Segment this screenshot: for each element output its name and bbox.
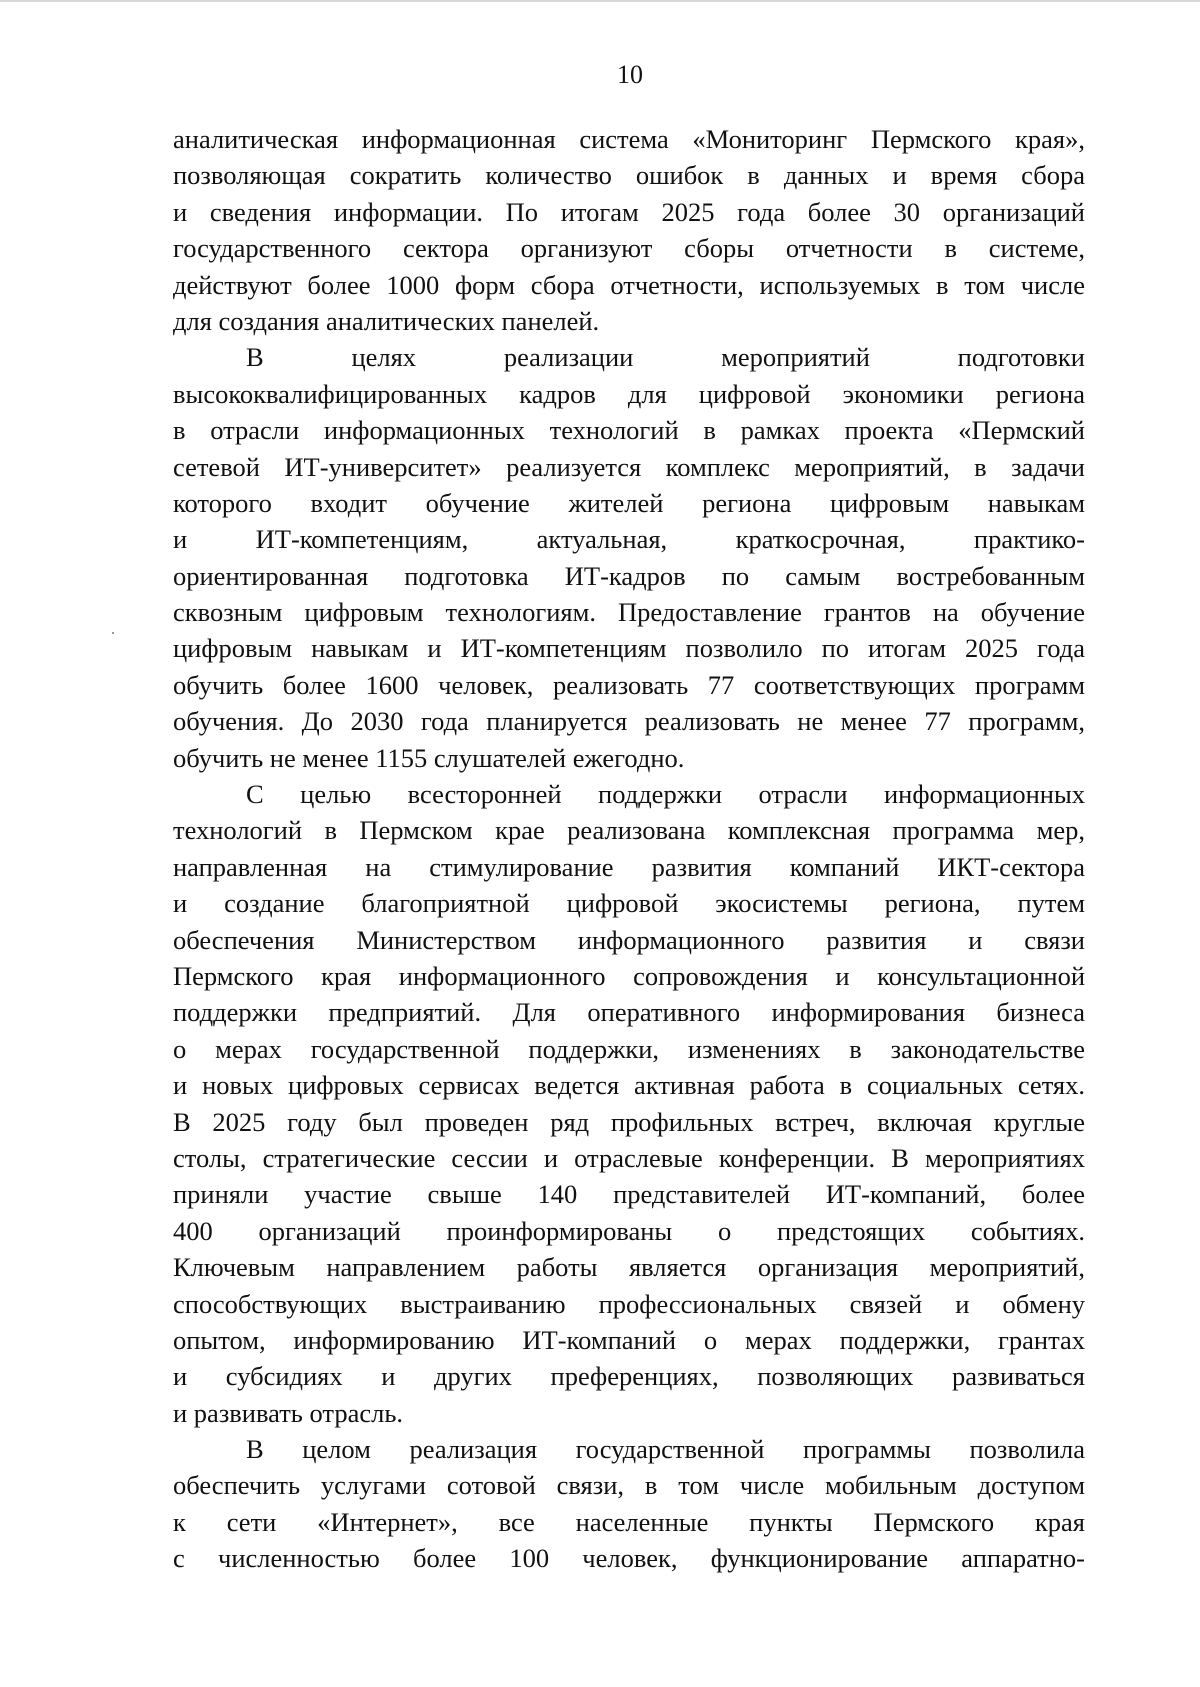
text-line: аналитическая информационная система «Мониторинг Пермского края», xyxy=(173,124,1085,154)
text-line: сквозным цифровым технологиям. Предоставление грантов на обучение xyxy=(173,597,1085,628)
text-line: которого входит обучение жителей региона цифровым навыкам xyxy=(173,487,1085,518)
text-line: 400 организаций проинформированы о предстоящих событиях. xyxy=(173,1215,1085,1246)
text-line: обеспечения Министерством информационного развития и связи xyxy=(173,924,1085,955)
text-line: и сведения информации. По итогам 2025 года более 30 организаций xyxy=(173,196,1085,227)
scan-speck xyxy=(112,632,114,634)
text-line: высококвалифицированных кадров для цифровой экономики региона xyxy=(173,378,1085,409)
text-line: обучения. До 2030 года планируется реализовать не менее 77 программ, xyxy=(173,706,1085,737)
text-line: приняли участие свыше 140 представителей ИТ-компаний, более xyxy=(173,1179,1085,1210)
text-line: в отрасли информационных технологий в рамках проекта «Пермский xyxy=(173,415,1085,446)
text-line: и субсидиях и других преференциях, позволяющих развиваться xyxy=(173,1361,1085,1392)
paragraph xyxy=(173,1431,1085,1577)
text-line: В 2025 году был проведен ряд профильных встреч, включая круглые xyxy=(173,1106,1085,1137)
text-line: В целях реализации мероприятий подготовки xyxy=(246,342,1085,373)
text-line: и развивать отрасль. xyxy=(173,1397,404,1428)
paragraph xyxy=(173,339,1085,776)
text-line: опытом, информированию ИТ-компаний о мерах поддержки, грантах xyxy=(173,1324,1085,1355)
text-line: и создание благоприятной цифровой экосистемы региона, путем xyxy=(173,888,1085,919)
paragraph xyxy=(173,776,1085,1431)
text-line: для создания аналитических панелей. xyxy=(173,305,600,336)
text-line: с численностью более 100 человек, функционирование аппаратно- xyxy=(173,1543,1085,1574)
text-line: к сети «Интернет», все населенные пункты Пермского края xyxy=(173,1506,1085,1537)
text-line: направленная на стимулирование развития компаний ИКТ-сектора xyxy=(173,851,1085,882)
text-line: Пермского края информационного сопровождения и консультационной xyxy=(173,960,1085,991)
text-line: технологий в Пермском крае реализована комплексная программа мер, xyxy=(173,815,1085,846)
text-line: и новых цифровых сервисах ведется активная работа в социальных сетях. xyxy=(173,1070,1085,1101)
text-line: действуют более 1000 форм сбора отчетности, используемых в том числе xyxy=(173,269,1085,300)
text-line: и ИТ-компетенциям, актуальная, краткосрочная, практико- xyxy=(173,524,1085,555)
text-line: способствующих выстраиванию профессиональных связей и обмену xyxy=(173,1288,1085,1319)
page-number: 10 xyxy=(617,60,643,89)
text-line: В целом реализация государственной программы позволила xyxy=(246,1434,1085,1465)
text-line: государственного сектора организуют сборы отчетности в системе, xyxy=(173,233,1085,264)
text-line: столы, стратегические сессии и отраслевые конференции. В мероприятиях xyxy=(173,1142,1085,1173)
text-line: С целью всесторонней поддержки отрасли информационных xyxy=(246,779,1085,810)
text-line: цифровым навыкам и ИТ-компетенциям позволило по итогам 2025 года xyxy=(173,633,1085,664)
text-line: позволяющая сократить количество ошибок в данных и время сбора xyxy=(173,160,1085,191)
scan-edge xyxy=(0,0,1200,2)
text-line: ориентированная подготовка ИТ-кадров по самым востребованным xyxy=(173,560,1085,591)
text-line: обучить более 1600 человек, реализовать 77 соответствующих программ xyxy=(173,669,1085,700)
text-line: Ключевым направлением работы является организация мероприятий, xyxy=(173,1252,1085,1283)
text-line: обучить не менее 1155 слушателей ежегодно. xyxy=(173,742,685,773)
text-line: обеспечить услугами сотовой связи, в том числе мобильным доступом xyxy=(173,1470,1085,1501)
text-line: о мерах государственной поддержки, изменениях в законодательстве xyxy=(173,1033,1085,1064)
body-text xyxy=(173,121,1085,1577)
paragraph xyxy=(173,121,1085,339)
text-line: сетевой ИТ-университет» реализуется комплекс мероприятий, в задачи xyxy=(173,451,1085,482)
text-line: поддержки предприятий. Для оперативного информирования бизнеса xyxy=(173,997,1085,1028)
